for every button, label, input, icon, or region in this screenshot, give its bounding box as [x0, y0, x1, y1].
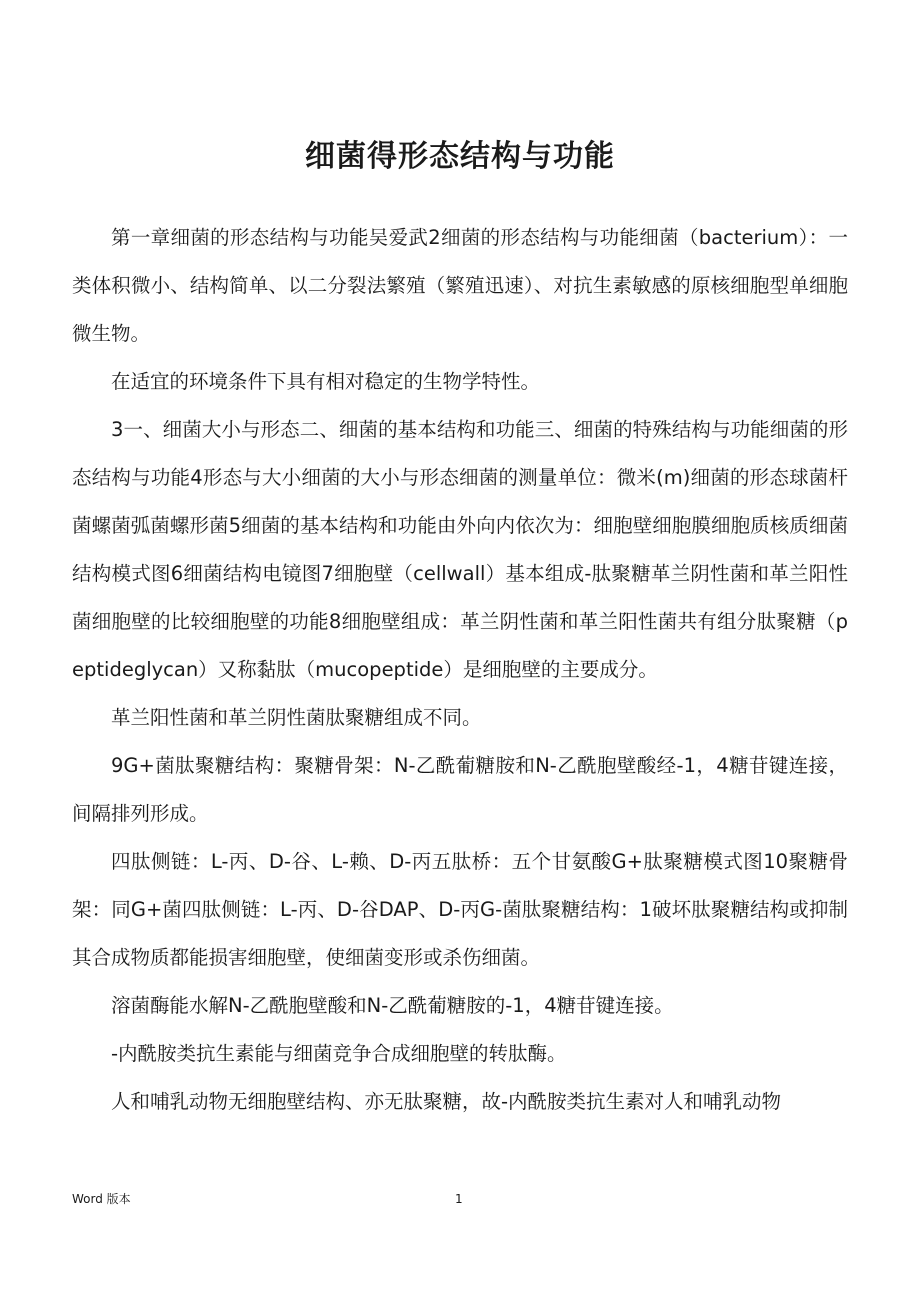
document-title: 细菌得形态结构与功能	[305, 139, 615, 174]
paragraph: -内酰胺类抗生素能与细菌竞争合成细胞壁的转肽酶。	[111, 1042, 567, 1065]
paragraph: 9G+菌肽聚糖结构：聚糖骨架：N-乙酰葡糖胺和N-乙酰胞壁酸经-1，4糖苷键连接，间隔排列形成。	[72, 754, 848, 825]
paragraph: 溶菌酶能水解N-乙酰胞壁酸和N-乙酰葡糖胺的-1，4糖苷键连接。	[111, 994, 674, 1017]
page-number: 1	[455, 1192, 463, 1206]
document-body	[72, 214, 848, 1126]
paragraph: 四肽侧链：L-丙、D-谷、L-赖、D-丙五肽桥：五个甘氨酸G+肽聚糖模式图10聚糖骨架：同G+菌四肽侧链：L-丙、D-谷DAP、D-丙G-菌肽聚糖结构：1破坏肽聚糖结构或抑制其合成物质都能损害细胞壁，使细菌变形或杀伤细菌。	[72, 850, 848, 969]
paragraph: 人和哺乳动物无细胞壁结构、亦无肽聚糖，故-内酰胺类抗生素对人和哺乳动物	[111, 1090, 782, 1113]
paragraph: 革兰阳性菌和革兰阴性菌肽聚糖组成不同。	[111, 706, 482, 729]
paragraph: 在适宜的环境条件下具有相对稳定的生物学特性。	[111, 370, 541, 393]
footer-label: Word 版本	[72, 1192, 131, 1206]
paragraph: 第一章细菌的形态结构与功能吴爱武2细菌的形态结构与功能细菌（bacterium）：一类体积微小、结构简单、以二分裂法繁殖（繁殖迅速）、对抗生素敏感的原核细胞型单细胞微生物。	[72, 226, 848, 345]
paragraph: 3一、细菌大小与形态二、细菌的基本结构和功能三、细菌的特殊结构与功能细菌的形态结构与功能4形态与大小细菌的大小与形态细菌的测量单位：微米(m)细菌的形态球菌杆菌螺菌弧菌螺形菌5细菌的基本结构和功能由外向内依次为：细胞壁细胞膜细胞质核质细菌结构模式图6细菌结构电镜图7细胞壁（cellwall）基本组成-肽聚糖革兰阴性菌和革兰阳性菌细胞壁的比较细胞壁的功能8细胞壁组成：革兰阴性菌和革兰阳性菌共有组分肽聚糖（peptideglycan）又称黏肽（mucopeptide）是细胞壁的主要成分。	[72, 418, 848, 681]
